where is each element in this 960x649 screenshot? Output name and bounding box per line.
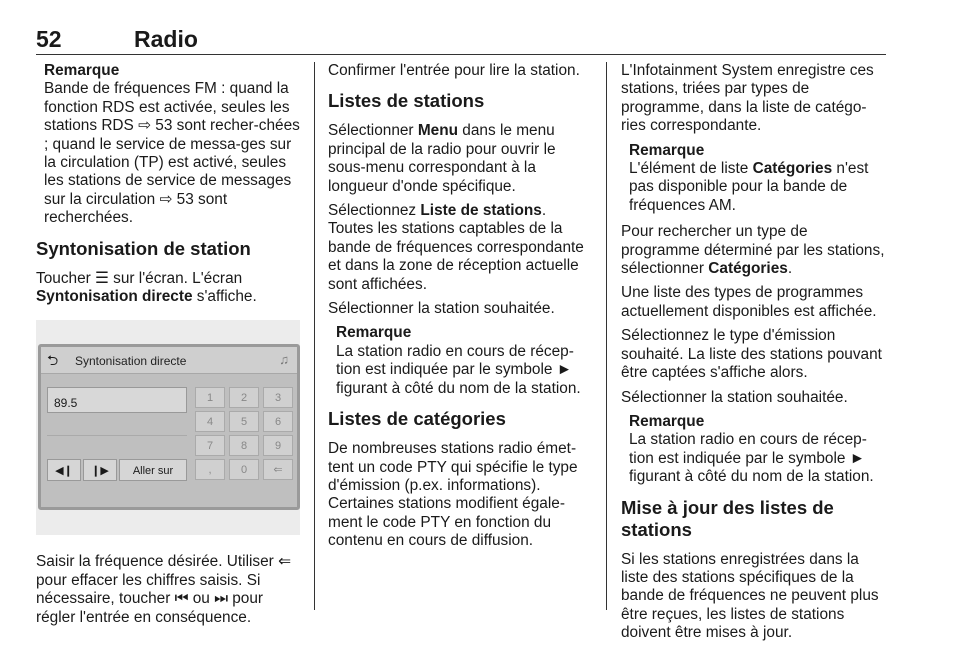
bold-term: Liste de stations (420, 202, 542, 220)
key-4[interactable]: 4 (195, 411, 225, 432)
note-title: Remarque (44, 62, 120, 79)
page-number: 52 (36, 26, 62, 52)
text: . Toutes les stations captables de la bande de fréquences correspondante et dans la zone de réception actuelle sont affichées. (328, 202, 584, 293)
key-6[interactable]: 6 (263, 411, 293, 432)
heading-update-station-lists: Mise à jour des listes de stations (621, 496, 834, 540)
bold-term: Catégories (752, 160, 833, 178)
column-3 (621, 62, 887, 649)
key-0[interactable]: 0 (229, 459, 259, 480)
key-5[interactable]: 5 (229, 411, 259, 432)
text: Toucher (36, 269, 96, 287)
key-1[interactable]: 1 (195, 387, 225, 408)
key-backspace[interactable]: ⇐ (263, 459, 293, 480)
note-title: Remarque (336, 324, 412, 342)
paragraph (36, 270, 300, 307)
note-title: Remarque (629, 141, 705, 159)
note (629, 142, 887, 216)
heading-syntonisation: Syntonisation de station (36, 237, 251, 259)
display-panel (38, 344, 300, 510)
paragraph: Une liste des types de programmes actuellement disponibles est affichée. (621, 284, 877, 320)
column-divider (606, 62, 607, 610)
paragraph: Sélectionner la station souhaitée. (621, 388, 848, 406)
key-7[interactable]: 7 (195, 435, 225, 456)
title-bar (41, 347, 297, 374)
go-to-button[interactable]: Aller sur (119, 459, 187, 481)
section-title: Radio (134, 26, 198, 52)
seek-forward-button[interactable]: ❙▶ (83, 459, 117, 481)
heading-category-lists: Listes de catégories (328, 408, 506, 430)
music-note-icon: ♫ (279, 352, 289, 368)
key-2[interactable]: 2 (229, 387, 259, 408)
key-9[interactable]: 9 (263, 435, 293, 456)
paragraph (621, 223, 887, 278)
paragraph: Confirmer l'entrée pour lire la station. (328, 62, 580, 79)
heading-station-lists: Listes de stations (328, 90, 485, 112)
back-arrow-icon[interactable]: ⮌ (47, 352, 59, 369)
text: s'affiche. (192, 288, 257, 306)
bold-term: Menu (417, 122, 459, 140)
seek-back-button[interactable]: ◀❙ (47, 459, 81, 481)
paragraph: Sélectionner la station souhaitée. (328, 300, 555, 318)
text: Pour rechercher un type de programme déterminé par les stations, sélectionner (621, 223, 885, 278)
text: Sélectionner (328, 122, 418, 140)
divider (47, 435, 187, 436)
screen-title: Syntonisation directe (75, 354, 187, 369)
note (629, 413, 887, 487)
paragraph (328, 202, 592, 294)
paragraph: L'Infotainment System enregistre ces stations, triées par types de programme, dans la liste de catégo-ries correspondante. (621, 62, 874, 135)
frequency-field[interactable]: 89.5 (47, 387, 187, 413)
text: . (787, 260, 793, 278)
screenshot-direct-tuning (36, 320, 300, 535)
note (336, 324, 592, 398)
column-2 (328, 62, 592, 557)
paragraph: De nombreuses stations radio émet-tent un code PTY qui spécifie le type d'émission (p.ex. informations). Certaines stations modifient égale-ment le code PTY en fonction du contenu en cours de diffusion. (328, 440, 578, 550)
text: Sélectionnez (328, 202, 421, 220)
page-header (36, 26, 886, 55)
paragraph: Saisir la fréquence désirée. Utiliser ⇐ pour effacer les chiffres saisis. Si nécessaire, toucher ⏮ ou ⏭ pour régler l'entrée en conséquence. (36, 553, 291, 626)
key-8[interactable]: 8 (229, 435, 259, 456)
column-1 (36, 62, 300, 633)
bold-term: Catégories (708, 260, 788, 278)
note-text: Bande de fréquences FM : quand la fonction RDS est activée, seules les stations RDS ⇨ 53 sont recher-chées ; quand le service de messa-ges sur la circulation (TP) est activé, seules les stations de service de messages sur la circulation ⇨ 53 sont recherchées. (44, 80, 300, 227)
note-text: La station radio en cours de récep-tion est indiquée par le symbole ► figurant à côté du nom de la station. (629, 431, 874, 486)
paragraph (328, 122, 592, 196)
tune-icon: ☰ (95, 269, 109, 287)
text: L'élément de liste (629, 160, 753, 178)
key-comma[interactable]: , (195, 459, 225, 480)
column-divider (314, 62, 315, 610)
text: sur l'écran. L'écran (108, 269, 243, 287)
note-text: La station radio en cours de récep-tion est indiquée par le symbole ► figurant à côté du nom de la station. (336, 342, 581, 397)
bold-term: Syntonisation directe (36, 288, 193, 306)
note-title: Remarque (629, 412, 705, 430)
note (44, 62, 300, 228)
paragraph: Si les stations enregistrées dans la liste des stations spécifiques de la bande de fréquences ne peuvent plus être reçues, les listes de stations doivent être mises à jour. (621, 550, 879, 642)
paragraph: Sélectionnez le type d'émission souhaité. La liste des stations pouvant être captées s'affiche alors. (621, 327, 882, 382)
text: n'est pas disponible pour la bande de fréquences AM. (629, 160, 869, 214)
key-3[interactable]: 3 (263, 387, 293, 408)
text: dans le menu principal de la radio pour ouvrir le sous-menu correspondant à la longueur d'onde spécifique. (328, 122, 556, 195)
